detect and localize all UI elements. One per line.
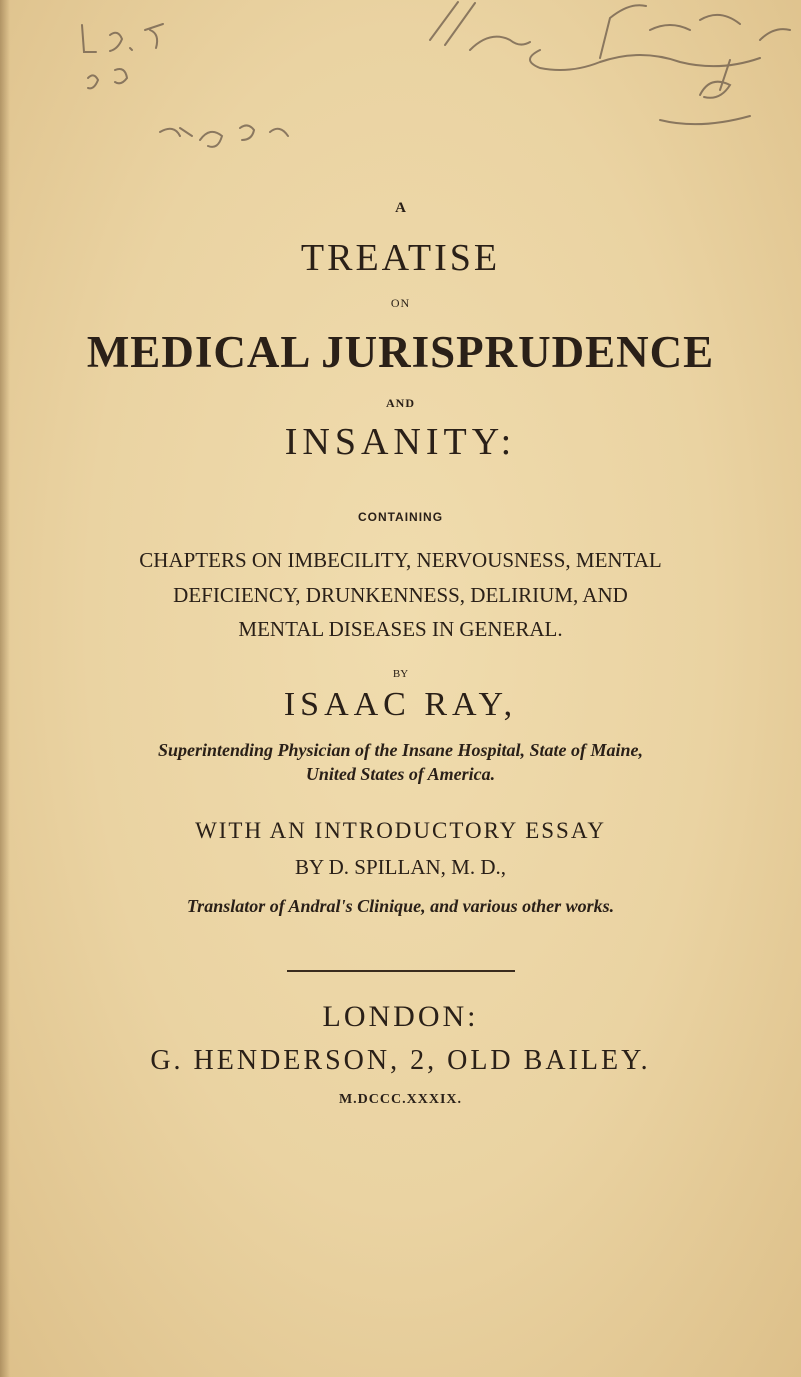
contents-line: DEFICIENCY, DRUNKENNESS, DELIRIUM, AND	[173, 583, 628, 607]
imprint-year: M.DCCC.XXXIX.	[338, 1092, 463, 1107]
title-article: A	[395, 200, 406, 216]
imprint-city: LONDON:	[322, 1000, 479, 1033]
introductory-essay: WITH AN INTRODUCTORY ESSAY	[195, 818, 606, 843]
title-subject: MEDICAL JURISPRUDENCE	[86, 327, 715, 377]
title-treatise: TREATISE	[300, 237, 501, 279]
essay-author-description: Translator of Andral's Clinique, and various other works.	[186, 896, 615, 916]
handwritten-annotations	[0, 0, 801, 170]
imprint-publisher: G. HENDERSON, 2, OLD BAILEY.	[150, 1045, 651, 1076]
containing-label: CONTAINING	[357, 510, 444, 524]
essay-author: BY D. SPILLAN, M. D.,	[295, 855, 506, 879]
contents-line: CHAPTERS ON IMBECILITY, NERVOUSNESS, MENTAL	[139, 548, 662, 572]
author-name: ISAAC RAY,	[283, 686, 518, 723]
horizontal-rule	[287, 970, 515, 972]
by-label: BY	[392, 668, 409, 680]
contents-line: MENTAL DISEASES IN GENERAL.	[238, 617, 563, 641]
author-description-line: United States of America.	[305, 764, 496, 784]
title-and: AND	[386, 396, 415, 410]
author-description-line: Superintending Physician of the Insane Hospital, State of Maine,	[157, 740, 644, 760]
title-on: ON	[390, 296, 411, 310]
title-subject-insanity: INSANITY:	[284, 421, 517, 463]
